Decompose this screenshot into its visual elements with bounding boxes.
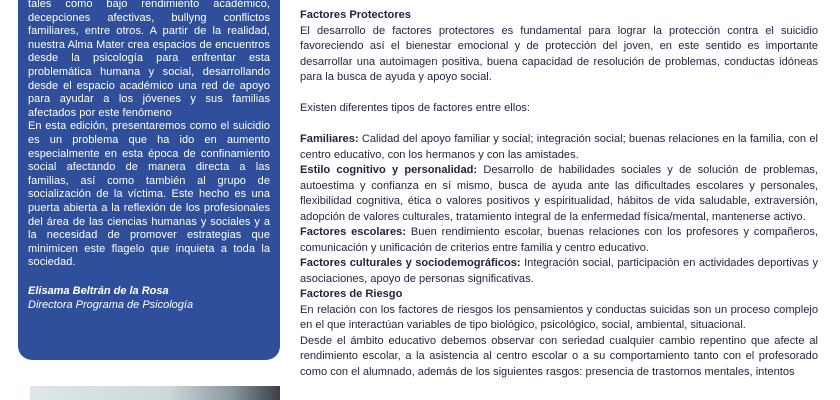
protective-factors-heading: Factores Protectores [300, 9, 411, 21]
article-body [300, 8, 818, 380]
editorial-signature [28, 284, 270, 312]
factor-label: Estilo cognitivo y personalidad: [300, 164, 478, 176]
factor-types-intro: Existen diferentes tipos de factores entre ellos: [300, 102, 531, 114]
editorial-panel [18, 0, 280, 360]
signature-name: Elisama Beltrán de la Rosa [28, 284, 169, 297]
photo [30, 386, 280, 400]
risk-factors-heading: Factores de Riesgo [300, 288, 403, 300]
factor-cognitive [300, 163, 818, 225]
factor-text: Integración social, participación en actividades deportivas y asociaciones, apoyo de personas significativas. [300, 257, 818, 285]
factor-text: Buen rendimiento escolar, buenas relaciones con los profesores y compañeros, comunicación y unificación de criterios entre familia y centro educativo. [300, 226, 818, 254]
editorial-paragraph-2: En esta edición, presentaremos como el suicidio es un problema que ha ido en aumento especialmente en esta época de confinamiento social afectando de manera directa a las familias, así como también al grupo de socialización de la víctima. Este hecho es una puerta abierta a la reflexión de los profesionales del área de las ciencias humanas y sociales y a la necesidad de promover estrategias que minimicen este flagelo que inquieta a toda la sociedad. [28, 120, 270, 269]
factor-text: Desarrollo de habilidades sociales y de solución de problemas, autoestima y confianza en sí mismo, busca de ayuda ante las dificultades escolares y personales, flexibilidad cognitiva, ética o valores positivos y espiritualidad, hábitos de vida saludable, extraversión, adopción de valores culturales, tratamiento integral de la enfermedad física/mental, mantenerse activo. [300, 164, 818, 223]
editorial-paragraph-1: tales como bajo rendimiento académico, decepciones afectivas, bullyng conflictos familiares, entre otros. A partir de la realidad, nuestra Alma Mater crea espacios de encuentros desde la psicología para enfrentar esta problemática humana y social, desarrollando desde el espacio académico una red de apoyo para ayudar a los jóvenes y sus familias afectados por este fenómeno [28, 0, 270, 119]
factor-cultural [300, 256, 818, 287]
risk-factors-paragraph-1: En relación con los factores de riesgos los pensamientos y conductas suicidas son un proceso complejo en el que interactúan variables de tipo biológico, psicológico, social, ambiental, situacional. [300, 303, 818, 331]
risk-factors-paragraph-2: Desde el ámbito educativo debemos observar con seriedad cualquier cambio repentino que afecte al rendimiento escolar, a la asistencia al centro escolar o a su comportamiento tanto con el profesorado como con el alumnado, además de los siguientes rasgos: presencia de trastornos mentales, intentos [300, 334, 818, 378]
factor-text: Calidad del apoyo familiar y social; integración social; buenas relaciones en la familia, con el centro educativo, con los hermanos y con las amistades. [300, 133, 818, 161]
factor-label: Factores culturales y sociodemográficos: [300, 257, 521, 269]
protective-factors-intro: El desarrollo de factores protectores es fundamental para lograr la protección contra el suicidio favoreciendo así el bienestar emocional y de protección del joven, en este sentido es importante desarrollar una autoimagen positiva, buena capacidad de resolución de problemas, conductas idóneas para la busca de ayuda y apoyo social. [300, 24, 818, 83]
factor-family [300, 132, 818, 163]
factor-label: Factores escolares: [300, 226, 407, 238]
factor-school [300, 225, 818, 256]
factor-label: Familiares: [300, 133, 359, 145]
signature-role: Directora Programa de Psicología [28, 298, 194, 311]
